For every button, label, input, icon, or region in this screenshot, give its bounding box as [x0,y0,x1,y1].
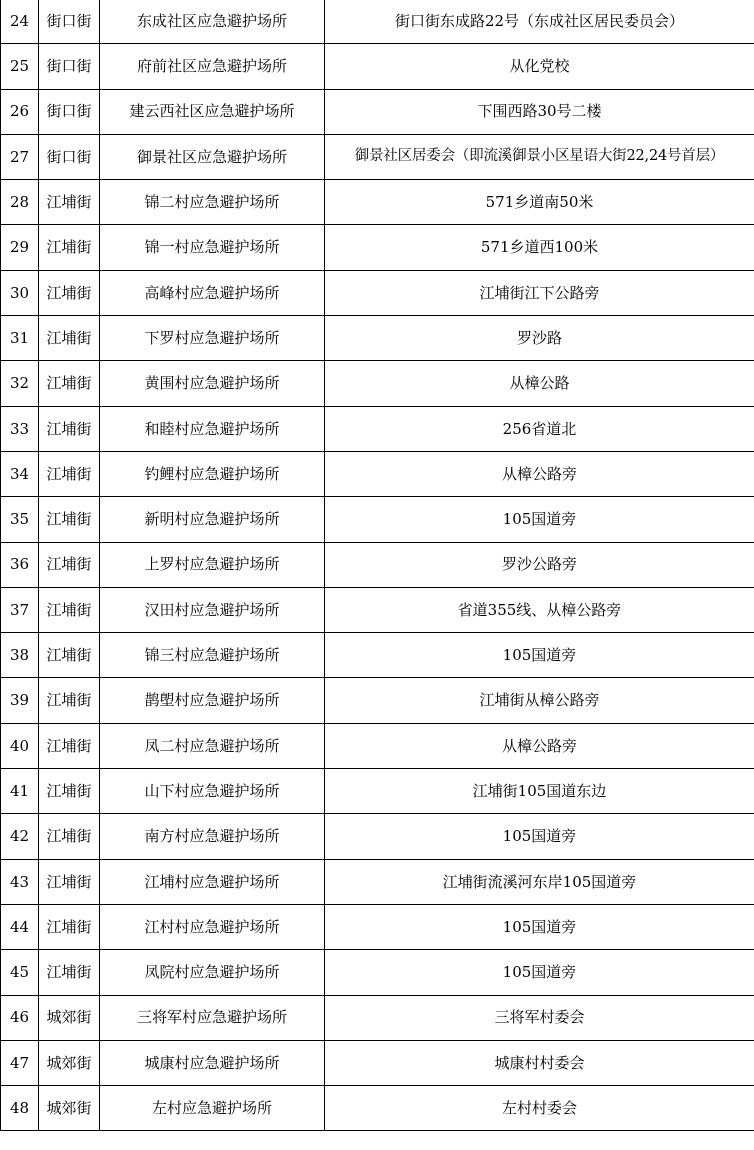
row-number-cell: 30 [1,270,39,315]
row-number-cell: 38 [1,633,39,678]
shelter-name-cell: 下罗村应急避护场所 [100,316,325,361]
address-cell: 从樟公路旁 [325,723,754,768]
address-cell: 罗沙公路旁 [325,542,754,587]
shelter-name-cell: 凤院村应急避护场所 [100,950,325,995]
address-cell: 街口街东成路22号（东成社区居民委员会） [325,0,754,44]
table-row [1,814,754,859]
address-cell: 省道355线、从樟公路旁 [325,587,754,632]
shelter-name-cell: 上罗村应急避护场所 [100,542,325,587]
address-cell: 105国道旁 [325,633,754,678]
shelter-name-cell: 府前社区应急避护场所 [100,44,325,89]
street-cell: 江埔街 [39,859,100,904]
row-number-cell: 28 [1,180,39,225]
street-cell: 江埔街 [39,361,100,406]
row-number-cell: 26 [1,89,39,134]
row-number-cell: 45 [1,950,39,995]
table-row [1,406,754,451]
row-number-cell: 25 [1,44,39,89]
table-row [1,89,754,134]
table-row [1,270,754,315]
row-number-cell: 43 [1,859,39,904]
table-row [1,859,754,904]
address-cell: 江埔街江下公路旁 [325,270,754,315]
address-cell: 从樟公路旁 [325,451,754,496]
street-cell: 街口街 [39,89,100,134]
address-cell: 左村村委会 [325,1086,754,1131]
street-cell: 江埔街 [39,451,100,496]
shelter-name-cell: 锦三村应急避护场所 [100,633,325,678]
address-cell: 从化党校 [325,44,754,89]
address-cell: 105国道旁 [325,497,754,542]
address-cell: 571乡道南50米 [325,180,754,225]
row-number-cell: 32 [1,361,39,406]
street-cell: 江埔街 [39,814,100,859]
shelter-name-cell: 江村村应急避护场所 [100,904,325,949]
row-number-cell: 41 [1,769,39,814]
shelter-name-cell: 左村应急避护场所 [100,1086,325,1131]
table-row [1,225,754,270]
address-cell: 105国道旁 [325,814,754,859]
address-cell: 三将军村委会 [325,995,754,1040]
street-cell: 江埔街 [39,950,100,995]
table-row [1,497,754,542]
row-number-cell: 46 [1,995,39,1040]
address-cell: 105国道旁 [325,950,754,995]
street-cell: 江埔街 [39,904,100,949]
shelter-name-cell: 和睦村应急避护场所 [100,406,325,451]
street-cell: 街口街 [39,134,100,179]
shelter-name-cell: 城康村应急避护场所 [100,1040,325,1085]
shelter-name-cell: 山下村应急避护场所 [100,769,325,814]
address-cell: 城康村村委会 [325,1040,754,1085]
table-row [1,633,754,678]
table-row [1,180,754,225]
table-row [1,1040,754,1085]
address-cell: 江埔街从樟公路旁 [325,678,754,723]
row-number-cell: 36 [1,542,39,587]
address-cell: 105国道旁 [325,904,754,949]
address-cell: 从樟公路 [325,361,754,406]
street-cell: 城郊街 [39,1086,100,1131]
shelter-name-cell: 南方村应急避护场所 [100,814,325,859]
street-cell: 江埔街 [39,542,100,587]
table-row [1,678,754,723]
table-row [1,904,754,949]
street-cell: 江埔街 [39,406,100,451]
table-row [1,769,754,814]
row-number-cell: 29 [1,225,39,270]
shelter-name-cell: 黄围村应急避护场所 [100,361,325,406]
address-cell: 571乡道西100米 [325,225,754,270]
table-body [1,0,754,1131]
row-number-cell: 31 [1,316,39,361]
row-number-cell: 40 [1,723,39,768]
table-row [1,44,754,89]
table-row [1,1086,754,1131]
address-cell: 下围西路30号二楼 [325,89,754,134]
row-number-cell: 34 [1,451,39,496]
row-number-cell: 42 [1,814,39,859]
row-number-cell: 44 [1,904,39,949]
row-number-cell: 35 [1,497,39,542]
shelter-name-cell: 高峰村应急避护场所 [100,270,325,315]
shelter-name-cell: 钓鲤村应急避护场所 [100,451,325,496]
street-cell: 街口街 [39,44,100,89]
address-cell: 256省道北 [325,406,754,451]
street-cell: 城郊街 [39,1040,100,1085]
shelter-name-cell: 东成社区应急避护场所 [100,0,325,44]
shelter-name-cell: 汉田村应急避护场所 [100,587,325,632]
row-number-cell: 27 [1,134,39,179]
street-cell: 江埔街 [39,769,100,814]
row-number-cell: 47 [1,1040,39,1085]
address-cell: 江埔街105国道东边 [325,769,754,814]
table-row [1,451,754,496]
street-cell: 街口街 [39,0,100,44]
table-row [1,134,754,179]
table-row [1,723,754,768]
shelter-name-cell: 江埔村应急避护场所 [100,859,325,904]
row-number-cell: 39 [1,678,39,723]
table-row [1,950,754,995]
shelter-name-cell: 锦一村应急避护场所 [100,225,325,270]
shelter-name-cell: 新明村应急避护场所 [100,497,325,542]
address-cell: 江埔街流溪河东岸105国道旁 [325,859,754,904]
shelter-name-cell: 三将军村应急避护场所 [100,995,325,1040]
shelter-name-cell: 御景社区应急避护场所 [100,134,325,179]
table-row [1,0,754,44]
table-row [1,361,754,406]
street-cell: 江埔街 [39,723,100,768]
street-cell: 江埔街 [39,180,100,225]
address-cell: 罗沙路 [325,316,754,361]
table-row [1,316,754,361]
street-cell: 江埔街 [39,497,100,542]
street-cell: 江埔街 [39,270,100,315]
shelter-name-cell: 建云西社区应急避护场所 [100,89,325,134]
row-number-cell: 33 [1,406,39,451]
row-number-cell: 48 [1,1086,39,1131]
street-cell: 江埔街 [39,587,100,632]
street-cell: 江埔街 [39,316,100,361]
table-row [1,587,754,632]
street-cell: 江埔街 [39,678,100,723]
shelter-name-cell: 锦二村应急避护场所 [100,180,325,225]
street-cell: 江埔街 [39,633,100,678]
shelter-name-cell: 凤二村应急避护场所 [100,723,325,768]
table-row [1,995,754,1040]
row-number-cell: 24 [1,0,39,44]
row-number-cell: 37 [1,587,39,632]
address-cell: 御景社区居委会（即流溪御景小区星语大街22,24号首层） [325,134,754,179]
table-row [1,542,754,587]
shelter-name-cell: 鹊塱村应急避护场所 [100,678,325,723]
street-cell: 城郊街 [39,995,100,1040]
street-cell: 江埔街 [39,225,100,270]
